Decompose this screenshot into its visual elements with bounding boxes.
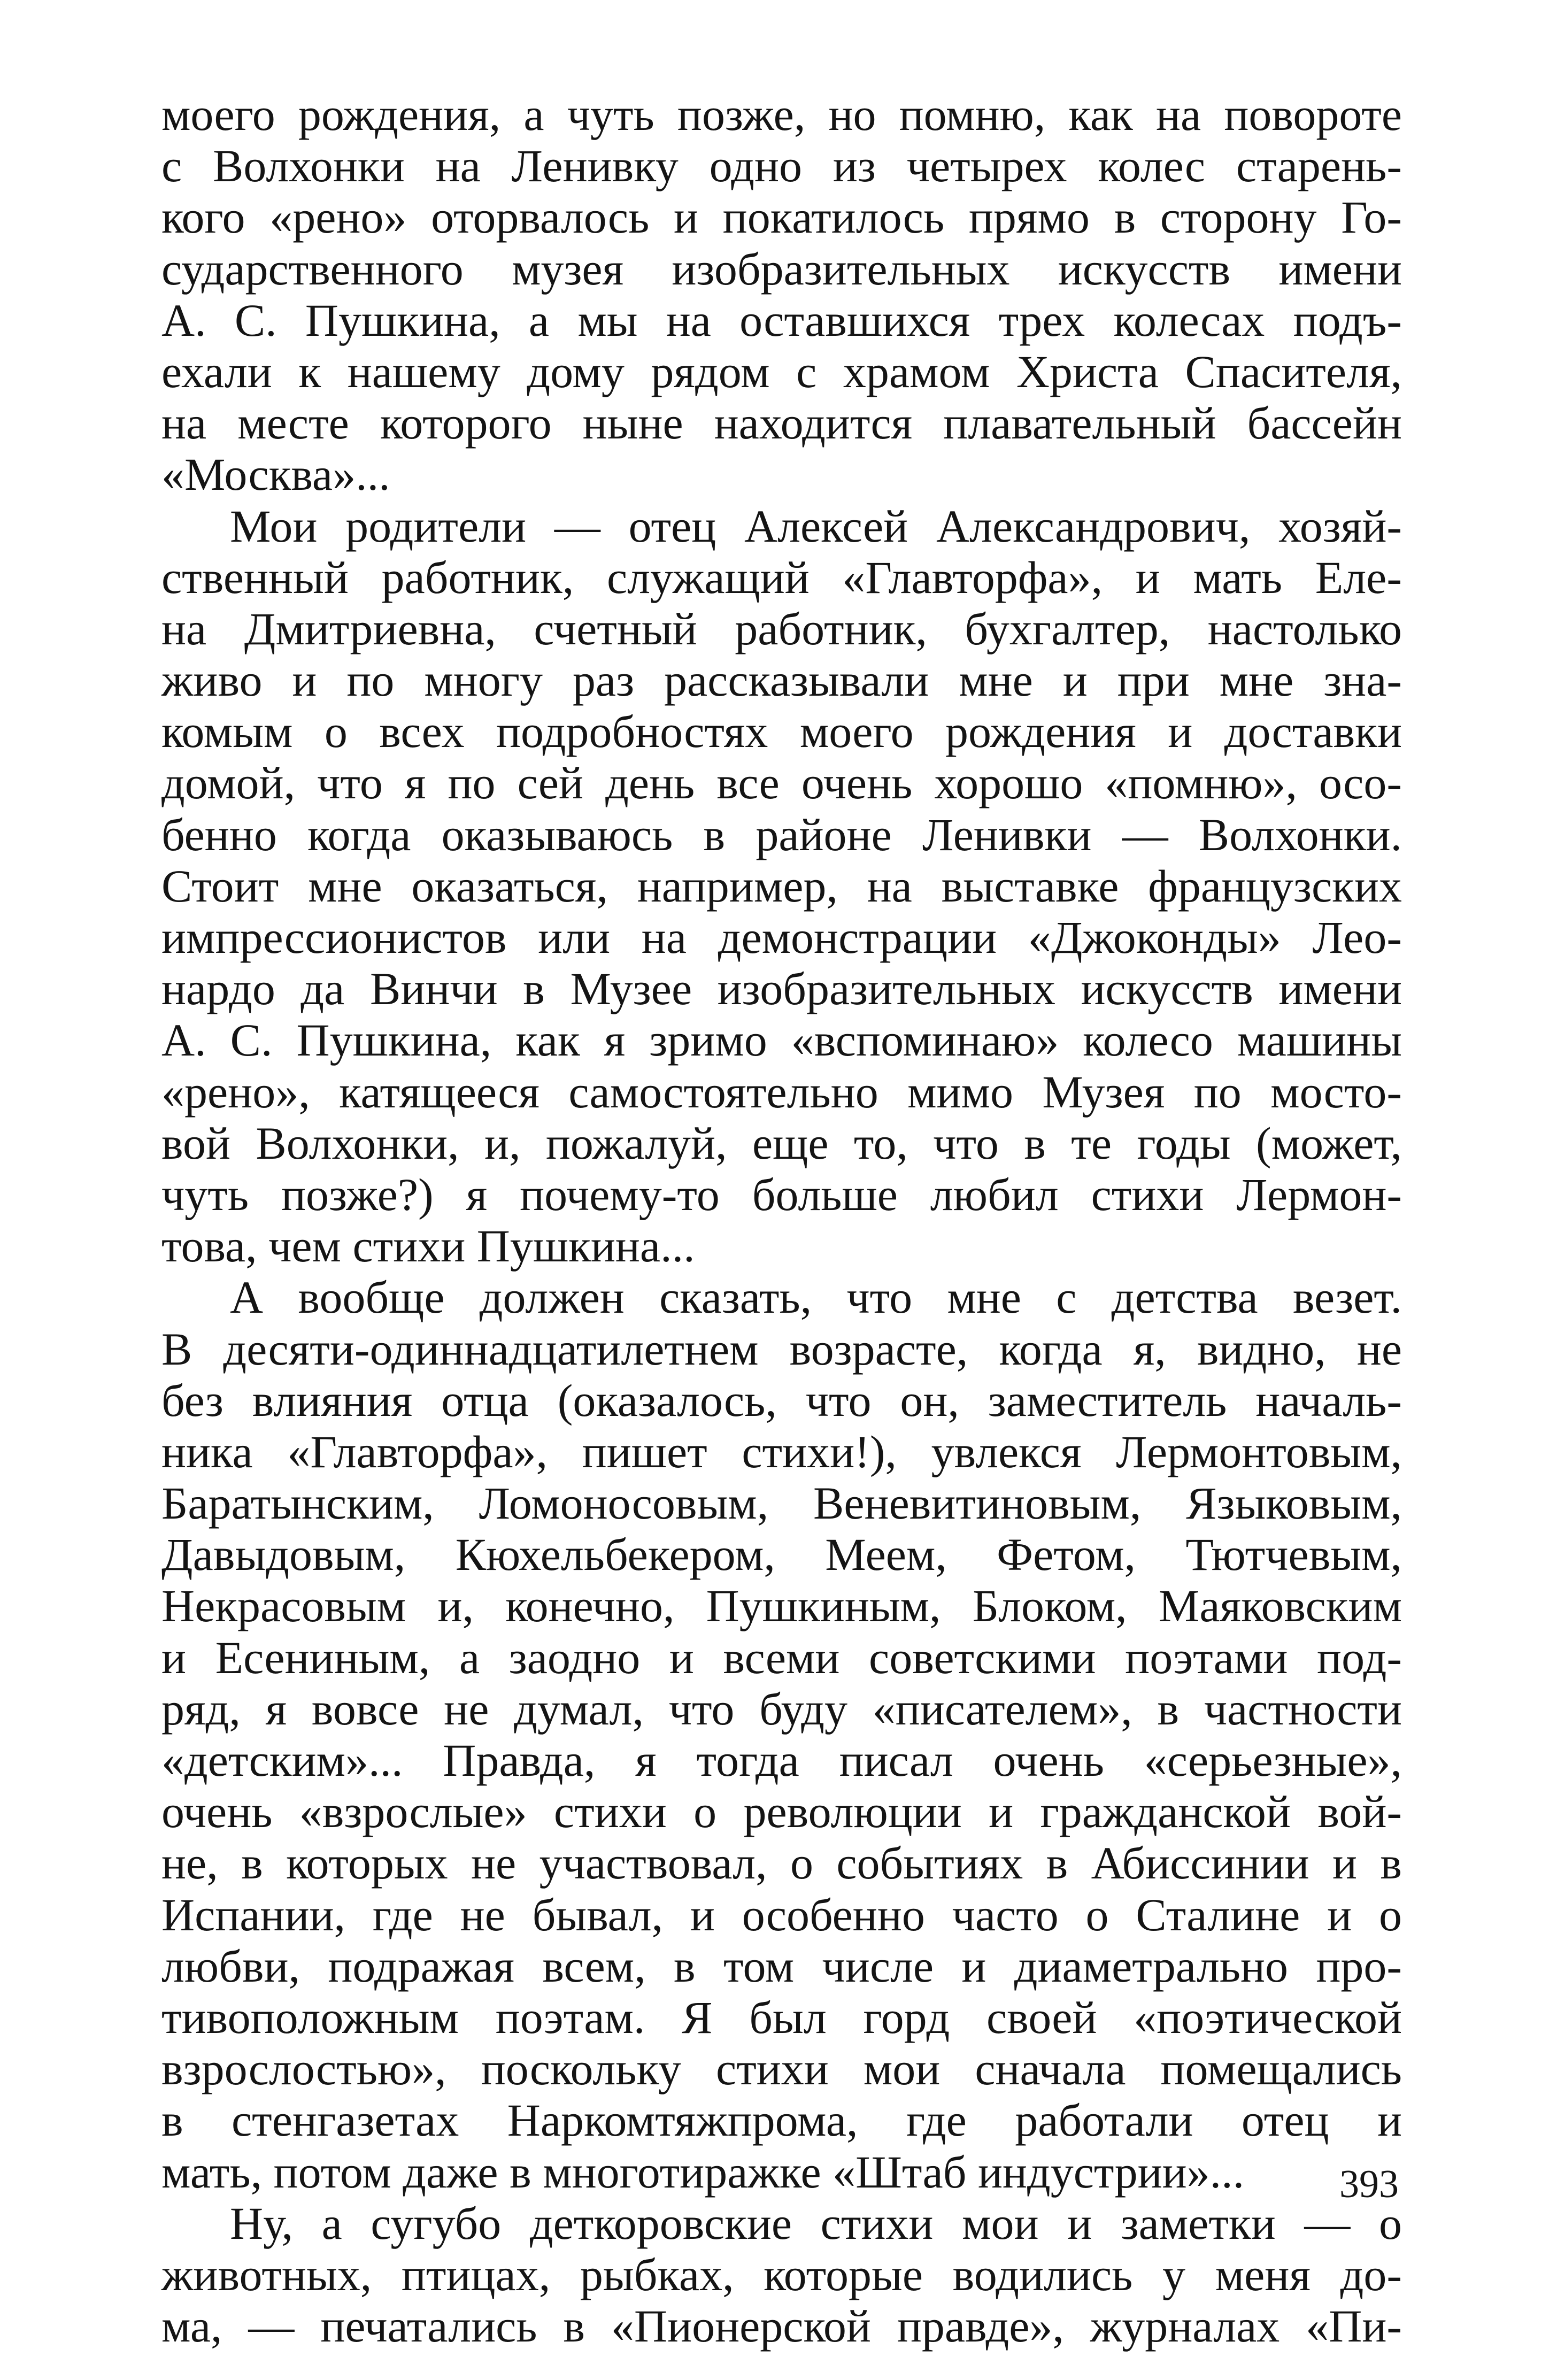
text-line: мать, потом даже в многотиражке «Штаб индустрии»... (161, 2146, 1245, 2198)
text-line: «рено», катящееся самостоятельно мимо Музея по мосто- (161, 1066, 1402, 1118)
text-line: «детским»... Правда, я тогда писал очень «серьезные», (161, 1735, 1402, 1786)
text-line: не, в которых не участвовал, о событиях в Абиссинии и в (161, 1837, 1402, 1889)
text-line: животных, птицах, рыбках, которые водились у меня до- (161, 2248, 1402, 2300)
text-line: кого «рено» оторвалось и покатилось прямо в сторону Го- (161, 191, 1402, 243)
paragraph-start-line: Мои родители — отец Алексей Александрович, хозяй- (230, 500, 1402, 552)
text-line: домой, что я по сей день все очень хорошо «помню», осо- (161, 757, 1402, 809)
text-line: в стенгазетах Наркомтяжпрома, где работали отец и (161, 2094, 1402, 2146)
paragraph-start-line: Ну, а сугубо деткоровские стихи мои и заметки — о (230, 2197, 1402, 2249)
text-line: ника «Главторфа», пишет стихи!), увлекся Лермонтовым, (161, 1426, 1402, 1477)
text-line: ственный работник, служащий «Главторфа», и мать Еле- (161, 551, 1402, 603)
text-line: моего рождения, а чуть позже, но помню, как на повороте (161, 89, 1402, 140)
text-line: сударственного музея изобразительных искусств имени (161, 243, 1402, 295)
text-line: «Москва»... (161, 449, 390, 500)
text-line: чуть позже?) я почему-то больше любил стихи Лермон- (161, 1168, 1402, 1220)
text-line: импрессионистов или на демонстрации «Джоконды» Лео- (161, 912, 1402, 963)
body-text (161, 89, 1402, 2352)
text-line: Давыдовым, Кюхельбекером, Меем, Фетом, Тютчевым, (161, 1529, 1402, 1581)
text-line: ма, — печатались в «Пионерской правде», журналах «Пи- (161, 2300, 1402, 2352)
text-line: на Дмитриевна, счетный работник, бухгалтер, настолько (161, 603, 1402, 654)
text-line: Баратынским, Ломоносовым, Веневитиновым, Языковым, (161, 1477, 1402, 1529)
text-line: В десяти-одиннадцатилетнем возрасте, когда я, видно, не (161, 1323, 1402, 1375)
text-line: очень «взрослые» стихи о революции и гражданской вой- (161, 1786, 1402, 1838)
page-number: 393 (1339, 2162, 1399, 2206)
text-line: любви, подражая всем, в том числе и диаметрально про- (161, 1940, 1402, 1992)
text-line: Некрасовым и, конечно, Пушкиным, Блоком, Маяковским (161, 1580, 1402, 1632)
text-line: ехали к нашему дому рядом с храмом Христа Спасителя, (161, 345, 1402, 397)
text-line: без влияния отца (оказалось, что он, заместитель началь- (161, 1374, 1402, 1426)
text-line: взрослостью», поскольку стихи мои сначала помещались (161, 2043, 1402, 2095)
text-line: на месте которого ныне находится плавательный бассейн (161, 397, 1402, 449)
text-line: ряд, я вовсе не думал, что буду «писателем», в частности (161, 1683, 1402, 1735)
text-line: живо и по многу раз рассказывали мне и при мне зна- (161, 654, 1402, 706)
text-line: това, чем стихи Пушкина... (161, 1220, 695, 1272)
text-line: А. С. Пушкина, а мы на оставшихся трех колесах подъ- (161, 294, 1402, 346)
text-line: нардо да Винчи в Музее изобразительных искусств имени (161, 963, 1402, 1015)
text-line: комым о всех подробностях моего рождения и доставки (161, 706, 1402, 758)
text-line: Испании, где не бывал, и особенно часто о Сталине и о (161, 1889, 1402, 1940)
text-line: Стоит мне оказаться, например, на выставке французских (161, 860, 1402, 912)
text-line: А. С. Пушкина, как я зримо «вспоминаю» колесо машины (161, 1014, 1402, 1066)
text-line: вой Волхонки, и, пожалуй, еще то, что в те годы (может, (161, 1117, 1402, 1169)
paragraph-start-line: А вообще должен сказать, что мне с детства везет. (230, 1272, 1402, 1323)
text-line: бенно когда оказываюсь в районе Ленивки — Волхонки. (161, 808, 1402, 860)
text-line: с Волхонки на Ленивку одно из четырех колес старень- (161, 140, 1402, 192)
text-line: и Есениным, а заодно и всеми советскими поэтами под- (161, 1631, 1402, 1683)
text-line: тивоположным поэтам. Я был горд своей «поэтической (161, 1991, 1402, 2043)
